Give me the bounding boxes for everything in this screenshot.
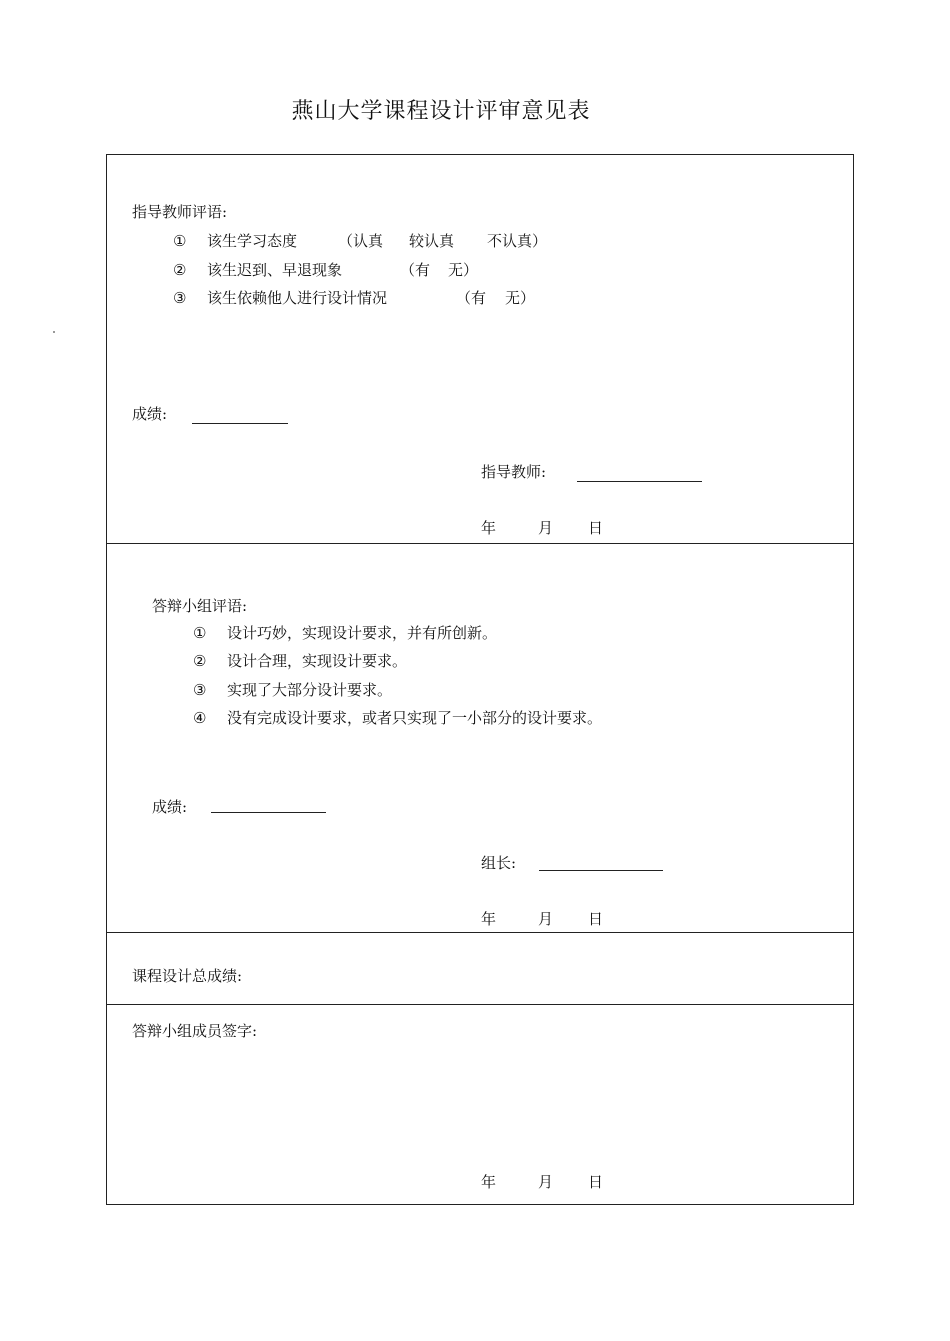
row-divider	[106, 1004, 854, 1005]
option-label: 较认真	[409, 232, 455, 250]
defense-item-3: ③ 实现了大部分设计要求。	[193, 681, 393, 699]
total-score-label: 课程设计总成绩:	[132, 967, 243, 985]
row-divider	[106, 932, 854, 933]
date-year: 年	[481, 1173, 497, 1191]
page-title: 燕山大学课程设计评审意见表	[291, 99, 591, 124]
option-label: 无）	[448, 261, 479, 279]
option-label: （认真	[338, 232, 384, 250]
date-month: 月	[538, 1173, 554, 1191]
advisor-signer-label: 指导教师:	[481, 463, 547, 481]
advisor-item-1: ① 该生学习态度	[173, 232, 298, 250]
stray-dot	[53, 331, 55, 333]
row-divider	[106, 543, 854, 544]
date-month: 月	[538, 910, 554, 928]
date-day: 日	[588, 1173, 604, 1191]
date-day: 日	[588, 519, 604, 537]
date-day: 日	[588, 910, 604, 928]
leader-signature-blank[interactable]	[539, 870, 663, 871]
option-label: （有	[400, 261, 431, 279]
advisor-item-2: ② 该生迟到、早退现象	[173, 261, 343, 279]
advisor-item-3: ③ 该生依赖他人进行设计情况	[173, 289, 388, 307]
date-month: 月	[538, 519, 554, 537]
date-year: 年	[481, 910, 497, 928]
option-label: 无）	[505, 289, 536, 307]
defense-signer-label: 组长:	[481, 854, 517, 872]
defense-item-2: ② 设计合理，实现设计要求。	[193, 652, 408, 670]
defense-score-label: 成绩:	[152, 798, 188, 816]
date-year: 年	[481, 519, 497, 537]
defense-item-1: ① 设计巧妙，实现设计要求，并有所创新。	[193, 624, 498, 642]
advisor-score-blank[interactable]	[192, 423, 288, 424]
option-label: 不认真）	[487, 232, 548, 250]
advisor-score-label: 成绩:	[132, 405, 168, 423]
defense-item-4: ④ 没有完成设计要求，或者只实现了一小部分的设计要求。	[193, 709, 603, 727]
defense-score-blank[interactable]	[211, 812, 326, 813]
members-signature-label: 答辩小组成员签字:	[132, 1022, 258, 1040]
option-label: （有	[456, 289, 487, 307]
advisor-comment-heading: 指导教师评语:	[132, 203, 228, 221]
advisor-signature-blank[interactable]	[577, 481, 702, 482]
defense-comment-heading: 答辩小组评语:	[152, 597, 248, 615]
